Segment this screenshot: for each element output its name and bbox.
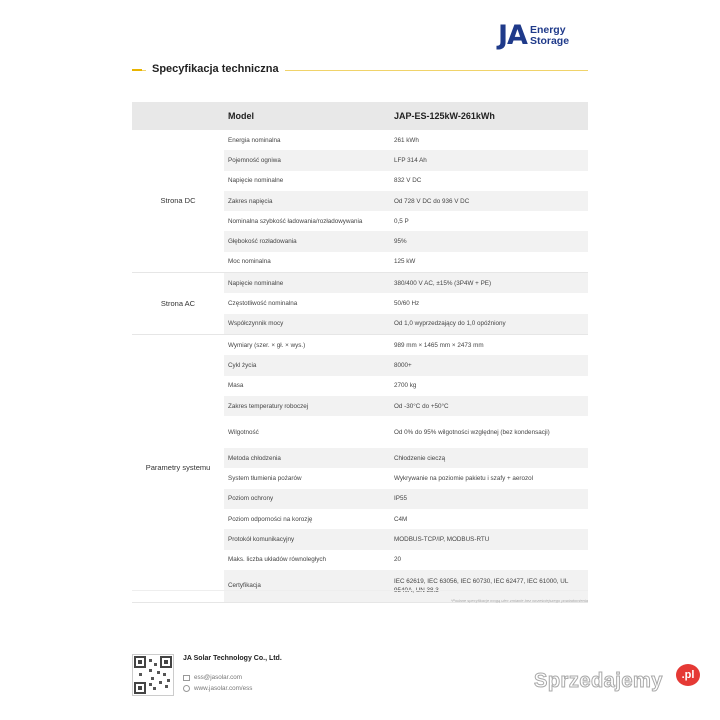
spec-row bbox=[224, 468, 588, 488]
parameter-name: Energia nominalna bbox=[228, 136, 281, 144]
parameter-name: Wymiary (szer. × gł. × wys.) bbox=[228, 341, 306, 349]
spec-row bbox=[224, 396, 588, 416]
parameter-name: Moc nominalna bbox=[228, 258, 271, 266]
spec-row bbox=[224, 335, 588, 355]
parameter-value: C4M bbox=[394, 515, 408, 523]
logo-line-storage: Storage bbox=[529, 34, 570, 47]
spec-row bbox=[224, 293, 588, 313]
parameter-name: Nominalna szybkość ładowania/rozładowywania bbox=[228, 217, 363, 225]
parameter-name: Masa bbox=[228, 382, 244, 390]
logo-wordmark bbox=[530, 25, 569, 47]
company-logo bbox=[498, 22, 569, 49]
watermark-text: Sprzedajemy bbox=[534, 670, 663, 692]
globe-icon bbox=[183, 685, 190, 692]
parameter-name: Napięcie nominalne bbox=[228, 177, 284, 185]
spec-row bbox=[224, 231, 588, 251]
parameter-value: 95% bbox=[394, 238, 407, 246]
spec-row bbox=[224, 489, 588, 509]
parameter-value: 832 V DC bbox=[394, 177, 422, 185]
parameter-value: 8000+ bbox=[394, 361, 412, 369]
parameter-value: Od 0% do 95% wilgotności względnej (bez kondensacji) bbox=[394, 428, 550, 436]
section-heading: Specyfikacja techniczna bbox=[146, 63, 285, 75]
parameter-value: Od 1,0 wyprzedzający do 1,0 opóźniony bbox=[394, 320, 506, 328]
parameter-name: Metoda chłodzenia bbox=[228, 454, 281, 462]
spec-row bbox=[224, 448, 588, 468]
qr-code-icon bbox=[133, 655, 173, 695]
parameter-value: Chłodzenie cieczą bbox=[394, 454, 446, 462]
parameter-value: Od -30°C do +50°C bbox=[394, 402, 449, 410]
parameter-value: Wykrywanie na poziomie pakietu i szafy + aerozol bbox=[394, 475, 534, 483]
group-label: Strona DC bbox=[160, 196, 196, 206]
parameter-name: Protokół komunikacyjny bbox=[228, 535, 295, 543]
spec-row bbox=[224, 355, 588, 375]
spec-row bbox=[224, 376, 588, 396]
parameter-value: 20 bbox=[394, 556, 402, 564]
parameter-value: 989 mm × 1465 mm × 2473 mm bbox=[394, 341, 484, 349]
parameter-name: Współczynnik mocy bbox=[228, 320, 284, 328]
parameter-value: 2700 kg bbox=[394, 382, 417, 390]
spec-row bbox=[224, 529, 588, 549]
spec-row bbox=[224, 273, 588, 293]
parameter-name: Pojemność ogniwa bbox=[228, 156, 281, 164]
parameter-name: System tłumienia pożarów bbox=[228, 475, 302, 483]
parameter-name: Poziom ochrony bbox=[228, 495, 274, 503]
parameter-value: 380/400 V AC, ±15% (3P4W + PE) bbox=[394, 279, 492, 287]
parameter-value: IEC 62619, IEC 63056, IEC 60730, IEC 62477, IEC 61000, UL bbox=[394, 577, 569, 585]
footnote: *Podane specyfikacje mogą ulec zmianie bez wcześniejszego powiadomienia bbox=[450, 598, 588, 603]
header-model-label: Model bbox=[228, 111, 254, 121]
parameter-name: Cykl życia bbox=[228, 361, 257, 369]
heading-accent bbox=[132, 69, 142, 71]
parameter-name: Poziom odporności na korozję bbox=[228, 515, 313, 523]
parameter-name: Częstotliwość nominalna bbox=[228, 300, 298, 308]
parameter-name: Głębokość rozładowania bbox=[228, 238, 297, 246]
parameter-value: Od 728 V DC do 936 V DC bbox=[394, 197, 470, 205]
logo-ja-mark: JA bbox=[498, 20, 527, 51]
spec-row bbox=[224, 171, 588, 191]
group-rows bbox=[224, 335, 588, 602]
parameter-value: IP55 bbox=[394, 495, 407, 503]
group-label: Parametry systemu bbox=[145, 463, 211, 473]
parameter-name: Certyfikacja bbox=[228, 582, 261, 590]
parameter-value: 261 kWh bbox=[394, 136, 419, 144]
parameter-value: 50/60 Hz bbox=[394, 300, 420, 308]
parameter-name: Zakres temperatury roboczej bbox=[228, 402, 309, 410]
parameter-value: 0,5 P bbox=[394, 217, 409, 225]
spec-group bbox=[132, 130, 588, 273]
spec-group bbox=[132, 273, 588, 335]
parameter-name: Zakres napięcia bbox=[228, 197, 273, 205]
group-label: Strona AC bbox=[160, 298, 196, 308]
qr-code bbox=[132, 654, 174, 696]
spec-row bbox=[224, 550, 588, 570]
contact-email bbox=[183, 674, 242, 681]
spec-table bbox=[132, 102, 588, 603]
email-text: ess@jasolar.com bbox=[194, 674, 243, 681]
spec-row bbox=[224, 314, 588, 334]
parameter-name: Napięcie nominalne bbox=[228, 279, 284, 287]
spec-group bbox=[132, 335, 588, 603]
spec-table-header bbox=[132, 102, 588, 130]
website-text: www.jasolar.com/ess bbox=[194, 685, 253, 692]
parameter-name: Maks. liczba układów równoległych bbox=[228, 556, 326, 564]
spec-row bbox=[224, 150, 588, 170]
contact-website bbox=[183, 685, 252, 692]
spec-row bbox=[224, 252, 588, 272]
group-rows bbox=[224, 130, 588, 272]
spec-row bbox=[224, 130, 588, 150]
logo-line-energy: Energy bbox=[529, 23, 566, 36]
parameter-name: Wilgotność bbox=[228, 428, 259, 436]
table-bottom-rule bbox=[132, 590, 588, 591]
email-icon bbox=[183, 675, 190, 681]
spec-row bbox=[224, 509, 588, 529]
parameter-value: 125 kW bbox=[394, 258, 416, 266]
watermark-badge: .pl bbox=[676, 664, 700, 686]
group-rows bbox=[224, 273, 588, 334]
company-name: JA Solar Technology Co., Ltd. bbox=[183, 655, 282, 662]
parameter-value: MODBUS-TCP/IP, MODBUS-RTU bbox=[394, 535, 490, 543]
spec-row bbox=[224, 416, 588, 448]
spec-groups bbox=[132, 130, 588, 603]
parameter-value: LFP 314 Ah bbox=[394, 156, 427, 164]
spec-row bbox=[224, 211, 588, 231]
spec-row bbox=[224, 191, 588, 211]
header-model-value: JAP-ES-125kW-261kWh bbox=[394, 111, 495, 121]
